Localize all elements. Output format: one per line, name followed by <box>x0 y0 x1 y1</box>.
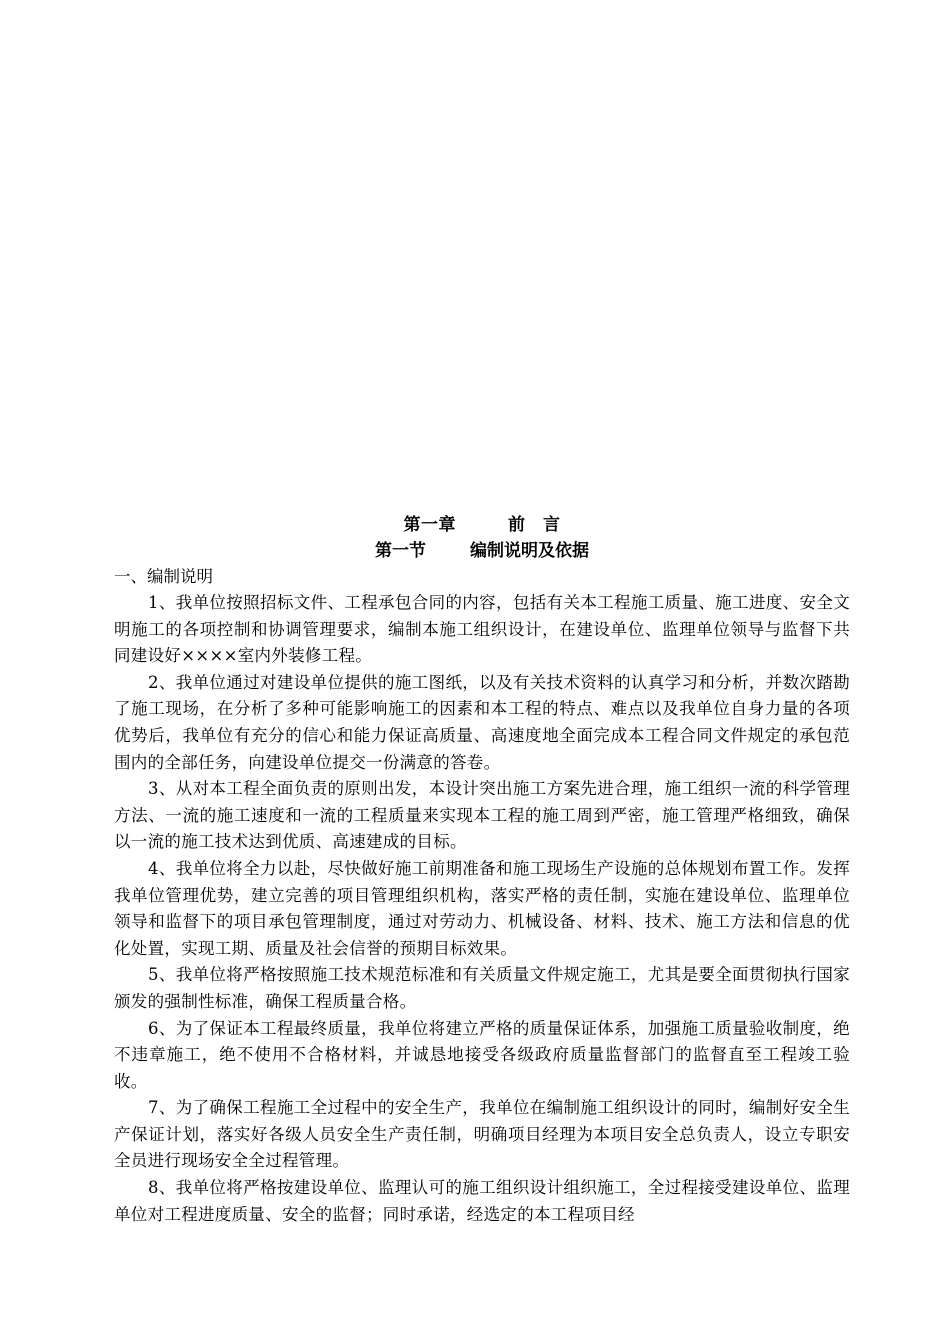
paragraph-4: 4、我单位将全力以赴，尽快做好施工前期准备和施工现场生产设施的总体规划布置工作。发挥我单位管理优势，建立完善的项目管理组织机构，落实严格的责任制，实施在建设单位、监理单位领导和监督下的项目承包管理制度，通过对劳动力、机械设备、材料、技术、施工方法和信息的优化处置，实现工期、质量及社会信誉的预期目标效果。 <box>114 858 850 958</box>
chapter-name: 前 言 <box>508 515 561 535</box>
section-title <box>114 538 850 564</box>
section-name: 编制说明及依据 <box>470 541 589 561</box>
paragraph-1: 1、我单位按照招标文件、工程承包合同的内容，包括有关本工程施工质量、施工进度、安全文明施工的各项控制和协调管理要求，编制本施工组织设计，在建设单位、监理单位领导与监督下共同建设好××××室内外装修工程。 <box>114 593 850 666</box>
paragraph-6: 6、为了保证本工程最终质量，我单位将建立严格的质量保证体系，加强施工质量验收制度，绝不违章施工，绝不使用不合格材料，并诚恳地接受各级政府质量监督部门的监督直至工程竣工验收。 <box>114 1018 850 1091</box>
document-body <box>114 512 850 1228</box>
chapter-title <box>114 512 850 538</box>
chapter-number: 第一章 <box>403 515 456 535</box>
section-number: 第一节 <box>375 541 426 561</box>
subsection-heading: 一、编制说明 <box>114 567 213 586</box>
paragraph-3: 3、从对本工程全面负责的原则出发，本设计突出施工方案先进合理，施工组织一流的科学管理方法、一流的施工速度和一流的工程质量来实现本工程的施工周到严密，施工管理严格细致，确保以一流的施工技术达到优质、高速建成的目标。 <box>114 779 850 852</box>
paragraph-7: 7、为了确保工程施工全过程中的安全生产，我单位在编制施工组织设计的同时，编制好安全生产保证计划，落实好各级人员安全生产责任制，明确项目经理为本项目安全总负责人，设立专职安全员进行现场安全全过程管理。 <box>114 1098 850 1171</box>
paragraph-2: 2、我单位通过对建设单位提供的施工图纸，以及有关技术资料的认真学习和分析，并数次踏勘了施工现场，在分析了多种可能影响施工的因素和本工程的特点、难点以及我单位自身力量的各项优势后，我单位有充分的信心和能力保证高质量、高速度地全面完成本工程合同文件规定的承包范围内的全部任务，向建设单位提交一份满意的答卷。 <box>114 672 850 772</box>
paragraph-8: 8、我单位将严格按建设单位、监理认可的施工组织设计组织施工，全过程接受建设单位、监理单位对工程进度质量、安全的监督；同时承诺，经选定的本工程项目经 <box>114 1178 850 1224</box>
paragraph-5: 5、我单位将严格按照施工技术规范标准和有关质量文件规定施工，尤其是要全面贯彻执行国家颁发的强制性标准，确保工程质量合格。 <box>114 965 850 1011</box>
